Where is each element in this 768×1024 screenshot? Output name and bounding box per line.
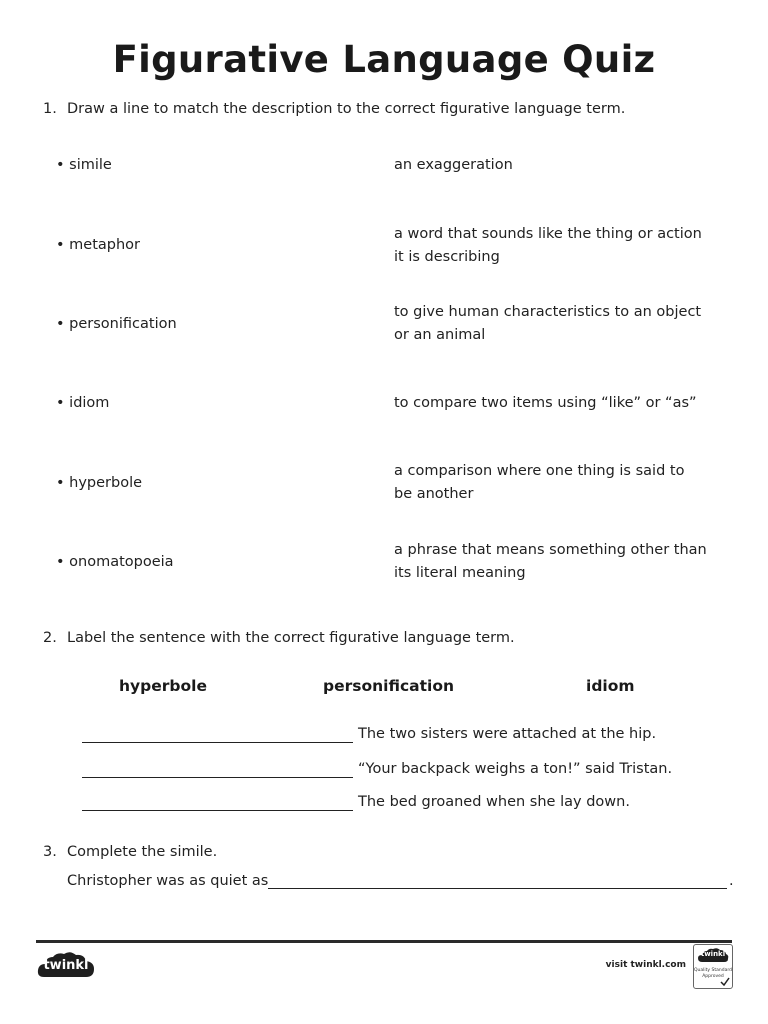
checkmark-icon: [720, 977, 730, 986]
question-3-text: Complete the simile.: [67, 844, 218, 860]
description-1: [394, 154, 724, 177]
quality-badge: [693, 944, 733, 989]
description-line: it is describing: [394, 249, 500, 265]
answer-blank-2[interactable]: [82, 777, 353, 778]
answer-blank-3[interactable]: [82, 810, 353, 811]
description-4: [394, 392, 724, 415]
term-hyperbole: • hyperbole: [56, 475, 143, 491]
description-5: [394, 460, 724, 506]
answer-blank-1[interactable]: [82, 742, 353, 743]
footer-divider: [36, 940, 732, 943]
term-idiom: • idiom: [56, 395, 110, 411]
simile-answer-blank[interactable]: [268, 888, 727, 889]
badge-logo-text: twinkl: [700, 950, 726, 958]
sentence-1: The two sisters were attached at the hip.: [358, 726, 657, 742]
simile-end-punctuation: .: [729, 873, 734, 889]
description-line: a comparison where one thing is said to: [394, 463, 685, 479]
question-3-number: 3.: [43, 844, 57, 860]
simile-prompt: Christopher was as quiet as: [67, 873, 269, 889]
description-line: to give human characteristics to an object: [394, 304, 702, 320]
term-simile: • simile: [56, 157, 112, 173]
description-line: to compare two items using “like” or “as”: [394, 395, 697, 411]
description-line: a phrase that means something other than: [394, 542, 707, 558]
description-line: an exaggeration: [394, 157, 513, 173]
badge-line-1: Quality Standard: [694, 968, 732, 973]
description-3: [394, 301, 724, 347]
word-bank-hyperbole: hyperbole: [119, 677, 207, 695]
description-line: be another: [394, 486, 474, 502]
question-1-number: 1.: [43, 101, 57, 117]
twinkl-logo-text: twinkl: [43, 958, 89, 973]
twinkl-logo: [36, 949, 96, 985]
term-metaphor: • metaphor: [56, 237, 141, 253]
word-bank-idiom: idiom: [586, 677, 635, 695]
description-6: [394, 539, 724, 585]
term-personification: • personification: [56, 316, 177, 332]
word-bank-personification: personification: [323, 677, 455, 695]
visit-link[interactable]: visit twinkl.com: [605, 960, 686, 970]
description-2: [394, 223, 724, 269]
page-title: Figurative Language Quiz: [112, 38, 656, 81]
question-2-number: 2.: [43, 630, 57, 646]
sentence-3: The bed groaned when she lay down.: [358, 794, 630, 810]
term-onomatopoeia: • onomatopoeia: [56, 554, 174, 570]
question-1-text: Draw a line to match the description to the correct figurative language term.: [67, 101, 626, 117]
badge-line-2: Approved: [702, 974, 724, 979]
description-line: a word that sounds like the thing or action: [394, 226, 702, 242]
description-line: or an animal: [394, 327, 486, 343]
description-line: its literal meaning: [394, 565, 526, 581]
question-2-text: Label the sentence with the correct figurative language term.: [67, 630, 515, 646]
sentence-2: “Your backpack weighs a ton!” said Tristan.: [358, 761, 673, 777]
